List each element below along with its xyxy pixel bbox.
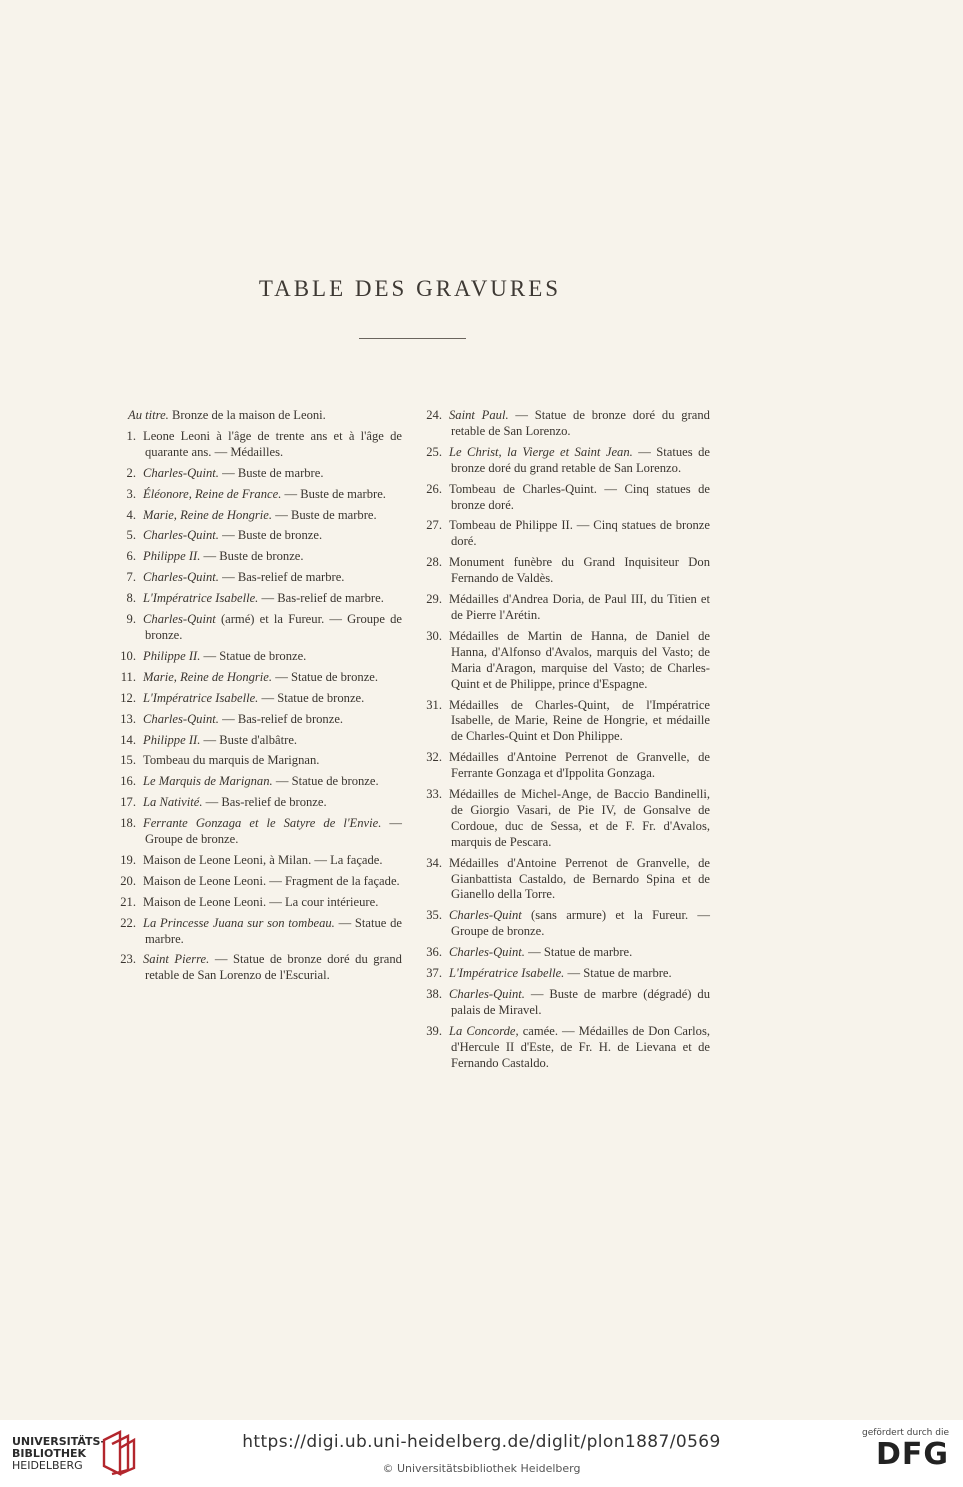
entry-description: — Buste de bronze. bbox=[200, 549, 304, 564]
entry-number: 12. bbox=[120, 690, 136, 705]
entry-description: — Buste de marbre (dégradé) du palais de Miravel. bbox=[451, 987, 710, 1017]
entry-title: L'Impératrice Isabelle. bbox=[143, 591, 259, 606]
table-entry bbox=[114, 916, 402, 948]
library-name-line3: HEIDELBERG bbox=[12, 1459, 83, 1472]
entry-description: — Bas-relief de bronze. bbox=[202, 795, 327, 810]
entry-description: Maison de Leone Leoni. — La cour intérieure. bbox=[143, 894, 379, 909]
entry-title: Saint Pierre. bbox=[143, 952, 210, 967]
table-entry bbox=[114, 429, 402, 461]
entry-number: 19. bbox=[120, 852, 136, 867]
entry-number: 25. bbox=[426, 444, 442, 459]
table-entry bbox=[420, 408, 710, 440]
entry-description: Tombeau du marquis de Marignan. bbox=[143, 753, 320, 768]
entry-number: 9. bbox=[126, 612, 136, 627]
entry-description: — Statue de bronze. bbox=[272, 774, 379, 789]
entry-number: 22. bbox=[120, 915, 136, 930]
entry-number: 24. bbox=[426, 408, 442, 422]
entry-number: 39. bbox=[426, 1023, 442, 1038]
entry-number: 3. bbox=[126, 486, 136, 501]
entry-number: 27. bbox=[426, 518, 442, 533]
table-entry bbox=[114, 612, 402, 644]
entry-description: — Groupe de bronze. bbox=[145, 816, 402, 847]
table-entry bbox=[114, 952, 402, 984]
entry-number: 14. bbox=[120, 732, 136, 747]
entry-title: Charles-Quint. bbox=[143, 711, 219, 726]
entry-title: Charles-Quint. bbox=[449, 987, 525, 1001]
table-entry bbox=[114, 649, 402, 665]
entry-number: 35. bbox=[426, 908, 442, 923]
left-entry-list bbox=[114, 429, 402, 984]
entry-title: Ferrante Gonzaga et le Satyre de l'Envie. bbox=[143, 816, 382, 831]
intro-text: Bronze de la maison de Leoni. bbox=[168, 408, 326, 422]
entry-description: — Statue de bronze. bbox=[272, 669, 379, 684]
entry-description: Médailles de Charles-Quint, de l'Impératrice Isabelle, de Marie, Reine de Hongrie, et médaille de Charles-Quint et Don Philippe. bbox=[449, 697, 710, 744]
table-entry bbox=[420, 592, 710, 624]
table-entry bbox=[420, 555, 710, 587]
table-entry bbox=[420, 629, 710, 693]
table-entry bbox=[114, 466, 402, 482]
entry-description: — Statues de bronze doré du grand retable de San Lorenzo. bbox=[451, 444, 710, 475]
entry-description: camée. — Médailles de Don Carlos, d'Hercule II d'Este, de Fr. H. de Lievana et de Fernando Castaldo. bbox=[451, 1023, 710, 1070]
entry-title: Le Marquis de Marignan. bbox=[143, 774, 273, 789]
entry-description: — Bas-relief de marbre. bbox=[218, 570, 345, 585]
entry-number: 1. bbox=[126, 428, 136, 443]
table-entry bbox=[420, 698, 710, 746]
entry-number: 18. bbox=[120, 816, 136, 831]
entry-title: La Concorde, bbox=[449, 1023, 519, 1038]
entry-number: 16. bbox=[120, 774, 136, 789]
entry-number: 8. bbox=[126, 591, 136, 606]
entry-number: 26. bbox=[426, 481, 442, 496]
title-rule bbox=[359, 338, 466, 339]
entry-title: Marie, Reine de Hongrie. bbox=[143, 507, 273, 522]
entry-description: — Statue de bronze. bbox=[258, 690, 365, 705]
permalink-url[interactable]: https://digi.ub.uni-heidelberg.de/diglit/plon1887/0569 bbox=[242, 1432, 721, 1452]
entry-description: — Statue de marbre. bbox=[564, 966, 672, 981]
entry-description: Médailles d'Antoine Perrenot de Granvelle, de Gianbattista Castaldo, de Bernardo Spina et de Gianello della Torre. bbox=[449, 855, 710, 902]
entry-number: 5. bbox=[126, 528, 136, 543]
entry-title: Saint Paul. bbox=[449, 408, 509, 422]
entry-number: 4. bbox=[126, 507, 136, 522]
entry-number: 32. bbox=[426, 750, 442, 765]
table-entry bbox=[420, 750, 710, 782]
table-entry bbox=[420, 445, 710, 477]
entry-number: 36. bbox=[426, 945, 442, 960]
entry-number: 21. bbox=[120, 894, 136, 909]
entry-title: L'Impératrice Isabelle. bbox=[449, 966, 565, 981]
entry-number: 20. bbox=[120, 873, 136, 888]
entry-description: (armé) et la Fureur. — Groupe de bronze. bbox=[145, 612, 402, 642]
entry-description: — Statue de bronze doré du grand retable de San Lorenzo. bbox=[451, 408, 710, 438]
entry-title: La Nativité. bbox=[143, 795, 203, 810]
page-title: TABLE DES GRAVURES bbox=[258, 276, 562, 301]
table-entry bbox=[114, 508, 402, 524]
entry-number: 30. bbox=[426, 628, 442, 643]
entry-description: Tombeau de Charles-Quint. — Cinq statues de bronze doré. bbox=[449, 481, 710, 512]
table-entry bbox=[114, 874, 402, 890]
intro-label: Au titre. bbox=[128, 408, 169, 422]
left-column bbox=[114, 408, 402, 989]
entry-description: Leone Leoni à l'âge de trente ans et à l'âge de quarante ans. — Médailles. bbox=[143, 428, 402, 459]
entry-number: 38. bbox=[426, 987, 442, 1001]
entry-description: Médailles d'Andrea Doria, de Paul III, du Titien et de Pierre l'Arétin. bbox=[449, 592, 710, 622]
entry-description: — Statue de marbre. bbox=[145, 915, 402, 946]
entry-number: 6. bbox=[126, 549, 136, 564]
table-entry bbox=[420, 987, 710, 1019]
entry-title: Éléonore, Reine de France. bbox=[143, 486, 282, 501]
table-entry bbox=[420, 966, 710, 982]
entry-description: — Buste de marbre. bbox=[272, 507, 377, 522]
entry-number: 7. bbox=[126, 570, 136, 585]
table-entry bbox=[114, 670, 402, 686]
entry-title: Philippe II. bbox=[143, 648, 201, 663]
table-entry bbox=[114, 712, 402, 728]
table-entry bbox=[420, 945, 710, 961]
table-entry bbox=[114, 487, 402, 503]
entry-number: 2. bbox=[126, 465, 136, 480]
table-entry bbox=[114, 816, 402, 848]
table-entry bbox=[114, 691, 402, 707]
entry-description: — Buste de bronze. bbox=[218, 528, 323, 543]
table-entry bbox=[114, 570, 402, 586]
table-entry bbox=[420, 856, 710, 904]
dfg-logo-text: DFG bbox=[875, 1437, 949, 1472]
entry-title: Charles-Quint. bbox=[143, 528, 219, 543]
entry-description: — Bas-relief de marbre. bbox=[258, 591, 384, 606]
table-entry bbox=[420, 787, 710, 851]
entry-description: — Statue de marbre. bbox=[524, 945, 633, 960]
footer-bar bbox=[0, 1420, 963, 1487]
right-entry-list bbox=[420, 408, 710, 1072]
entry-title: Charles-Quint. bbox=[143, 570, 219, 585]
entry-description: — Statue de bronze doré du grand retable de San Lorenzo de l'Escurial. bbox=[145, 952, 402, 983]
entry-title: Marie, Reine de Hongrie. bbox=[143, 669, 273, 684]
entry-title: Charles-Quint. bbox=[449, 945, 525, 960]
entry-number: 23. bbox=[120, 952, 136, 967]
entry-number: 10. bbox=[120, 648, 136, 663]
funding-label: gefördert durch die bbox=[862, 1428, 949, 1438]
entry-title: Charles-Quint bbox=[449, 908, 522, 923]
entry-description: Maison de Leone Leoni, à Milan. — La façade. bbox=[143, 852, 383, 867]
entry-description: — Buste d'albâtre. bbox=[200, 732, 298, 747]
entry-number: 31. bbox=[426, 697, 442, 712]
entry-number: 29. bbox=[426, 592, 442, 607]
library-name-line2: BIBLIOTHEK bbox=[12, 1447, 87, 1460]
table-entry bbox=[420, 518, 710, 550]
library-name-line1: UNIVERSITÄTS- bbox=[12, 1435, 106, 1448]
right-column bbox=[420, 408, 710, 1077]
entry-number: 11. bbox=[120, 669, 136, 684]
entry-description: — Buste de marbre. bbox=[281, 486, 386, 501]
dfg-logo[interactable] bbox=[849, 1428, 949, 1472]
table-entry bbox=[114, 853, 402, 869]
entry-description: Monument funèbre du Grand Inquisiteur Don Fernando de Valdès. bbox=[449, 555, 710, 586]
entry-description: — Statue de bronze. bbox=[200, 648, 307, 663]
entry-description: Maison de Leone Leoni. — Fragment de la façade. bbox=[143, 873, 400, 888]
entry-description: Médailles d'Antoine Perrenot de Granvelle, de Ferrante Gonzaga et d'Ippolita Gonzaga. bbox=[449, 750, 710, 781]
entry-number: 33. bbox=[426, 787, 442, 802]
table-entry bbox=[114, 528, 402, 544]
entry-description: — Bas-relief de bronze. bbox=[218, 711, 344, 726]
entry-description: — Buste de marbre. bbox=[218, 465, 324, 480]
table-entry bbox=[114, 549, 402, 565]
table-entry bbox=[114, 895, 402, 911]
intro-entry bbox=[114, 408, 402, 424]
entry-title: Philippe II. bbox=[143, 549, 201, 564]
table-entry bbox=[420, 482, 710, 514]
entry-number: 37. bbox=[426, 966, 442, 981]
entry-title: Charles-Quint bbox=[143, 612, 216, 627]
entry-title: L'Impératrice Isabelle. bbox=[143, 690, 259, 705]
entry-description: (sans armure) et la Fureur. — Groupe de bronze. bbox=[451, 908, 710, 939]
table-entry bbox=[114, 795, 402, 811]
entry-title: Philippe II. bbox=[143, 732, 201, 747]
table-entry bbox=[114, 591, 402, 607]
table-entry bbox=[114, 774, 402, 790]
table-entry bbox=[420, 908, 710, 940]
table-entry bbox=[114, 753, 402, 769]
entry-title: Charles-Quint. bbox=[143, 465, 219, 480]
entry-number: 15. bbox=[120, 753, 136, 768]
table-entry bbox=[114, 733, 402, 749]
table-entry bbox=[420, 1024, 710, 1072]
entry-description: Médailles de Michel-Ange, de Baccio Bandinelli, de Giorgio Vasari, de Pie IV, de Gonsalve de Cordoue, duc de Sessa, et de F. Fr. d'Avalos, marquis de Pescara. bbox=[449, 787, 710, 849]
entry-title: Le Christ, la Vierge et Saint Jean. bbox=[449, 444, 633, 459]
entry-title: La Princesse Juana sur son tombeau. bbox=[143, 915, 335, 930]
copyright-notice: © Universitätsbibliothek Heidelberg bbox=[382, 1462, 581, 1475]
entry-description: Médailles de Martin de Hanna, de Daniel de Hanna, d'Alfonso d'Avalos, marquis del Vasto; de Maria d'Aragon, marquise del Vasto; de Charles-Quint et de Philippe, prince d'Espagne. bbox=[449, 628, 710, 691]
entry-number: 34. bbox=[426, 855, 442, 870]
entry-number: 17. bbox=[120, 795, 136, 810]
entry-number: 13. bbox=[120, 711, 136, 726]
entry-description: Tombeau de Philippe II. — Cinq statues de bronze doré. bbox=[449, 518, 710, 549]
entry-number: 28. bbox=[426, 555, 442, 570]
